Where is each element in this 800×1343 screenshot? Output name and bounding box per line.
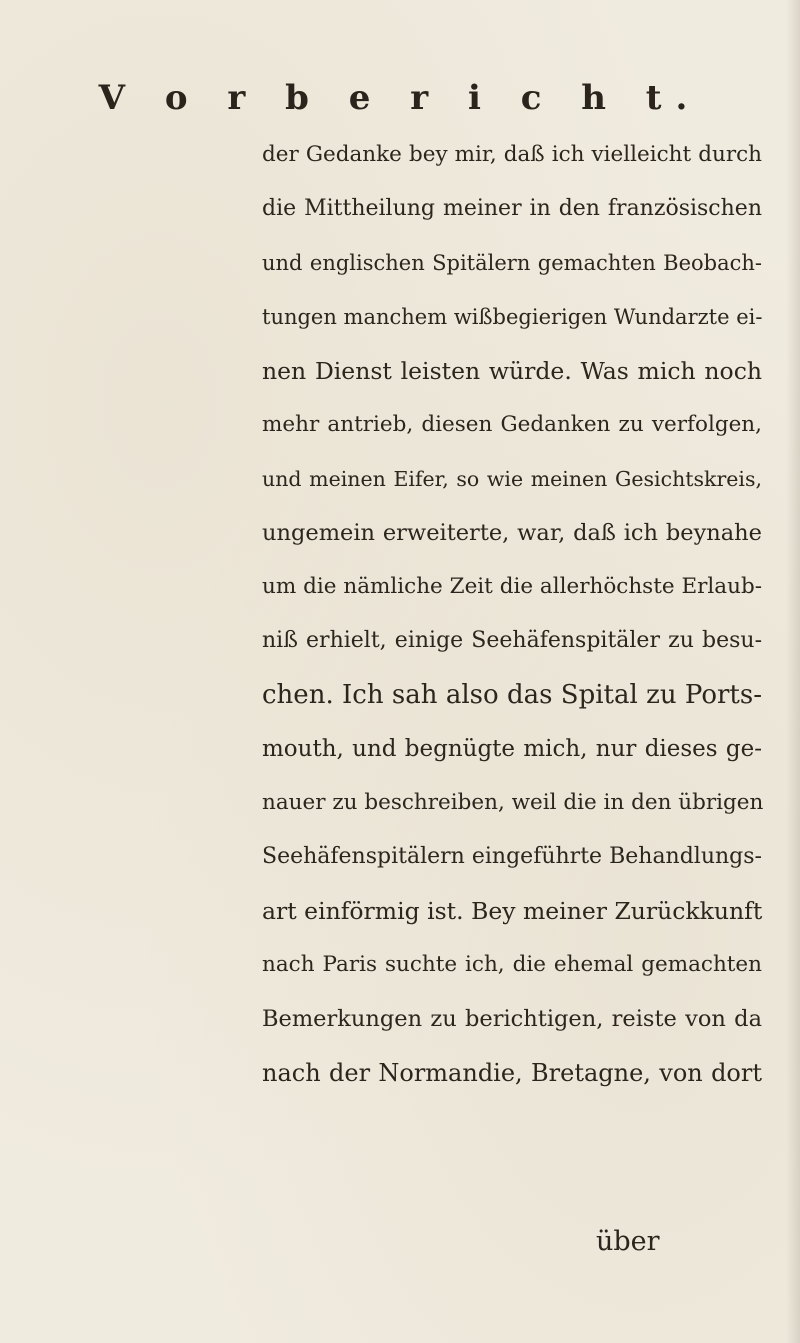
text-line: Bemerkungen zu berichtigen, reiste von da: [262, 1006, 762, 1032]
text-line: niß erhielt, einige Seehäfenspitäler zu besu-: [262, 628, 762, 653]
catchword: über: [596, 1226, 660, 1257]
text-line: und englischen Spitälern gemachten Beobach-: [262, 251, 762, 275]
text-line: mouth, und begnügte mich, nur dieses ge-: [262, 736, 762, 762]
text-line: ungemein erweiterte, war, daß ich beynahe: [262, 520, 762, 546]
text-line: mehr antrieb, diesen Gedanken zu verfolgen,: [262, 412, 762, 437]
text-line: chen. Ich sah also das Spital zu Ports-: [262, 680, 762, 710]
text-line: nach Paris suchte ich, die ehemal gemachten: [262, 952, 762, 977]
text-line: nen Dienst leisten würde. Was mich noch: [262, 357, 762, 385]
text-line: nach der Normandie, Bretagne, von dort: [262, 1059, 762, 1087]
page-heading: V o r b e r i c h t.: [98, 78, 702, 118]
text-line: der Gedanke bey mir, daß ich vielleicht durch: [262, 142, 762, 167]
text-line: Seehäfenspitälern eingeführte Behandlungs-: [262, 844, 762, 869]
text-line: um die nämliche Zeit die allerhöchste Erlaub-: [262, 574, 762, 599]
page-edge-shadow: [786, 0, 800, 1343]
text-line: nauer zu beschreiben, weil die in den übrigen: [262, 790, 764, 815]
text-line: tungen manchem wißbegierigen Wundarzte ei-: [262, 305, 763, 329]
text-line: art einförmig ist. Bey meiner Zurückkunft: [262, 897, 763, 925]
text-line: und meinen Eifer, so wie meinen Gesichtskreis,: [262, 467, 762, 491]
body-text: [262, 128, 762, 1100]
text-line: die Mittheilung meiner in den französischen: [262, 196, 762, 221]
